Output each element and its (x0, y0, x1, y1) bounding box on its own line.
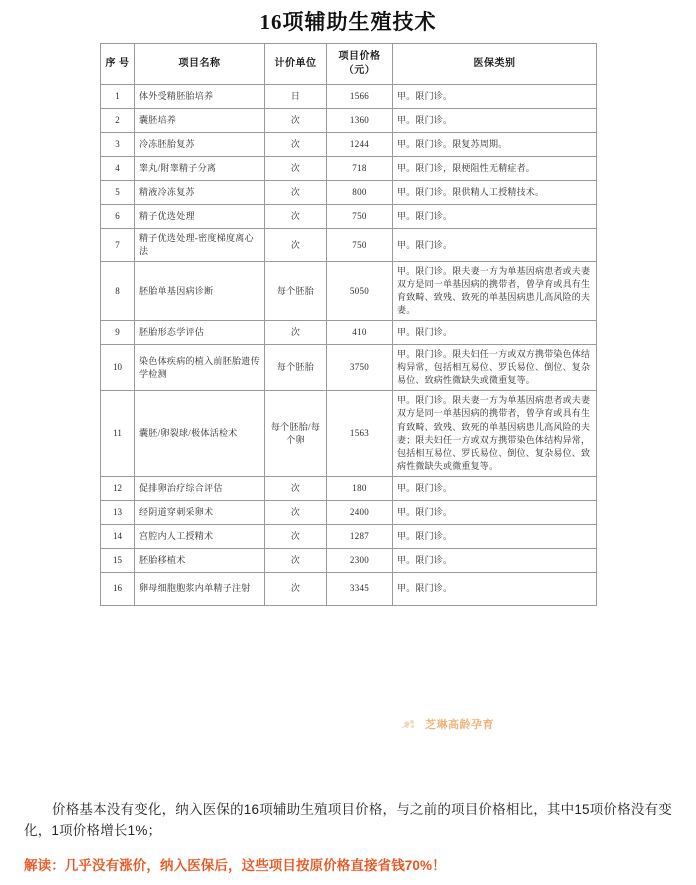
table-row (101, 205, 597, 229)
row-unit: 次 (265, 321, 327, 345)
row-index: 8 (101, 262, 135, 321)
row-item-name: 囊胚/卵裂球/极体活检术 (135, 391, 265, 476)
row-index: 1 (101, 85, 135, 109)
table-row (101, 262, 597, 321)
row-item-name: 精子优选处理-密度梯度离心法 (135, 229, 265, 262)
row-item-name: 冷冻胚胎复苏 (135, 133, 265, 157)
row-category: 甲。限门诊。限夫妻一方为单基因病患者或夫妻双方是同一单基因病的携带者，曾孕育或具有生育致畸、致残、致死的单基因病患儿高风险的夫妻；限夫妇任一方或双方携带染色体结构异常，包括相互易位、罗氏易位、倒位、复杂易位、致病性微缺失或微重复等。 (393, 391, 597, 476)
price-table-container (100, 43, 596, 606)
row-price: 2400 (327, 500, 393, 524)
row-unit: 次 (265, 157, 327, 181)
footer-paragraph: 价格基本没有变化，纳入医保的16项辅助生殖项目价格，与之前的项目价格相比，其中15项价格没有变化，1项价格增长1%； (24, 802, 672, 838)
row-category: 甲。限门诊。限夫妇任一方或双方携带染色体结构异常，包括相互易位、罗氏易位、倒位、复杂易位、致病性微缺失或微重复等。 (393, 345, 597, 391)
row-index: 5 (101, 181, 135, 205)
table-row (101, 524, 597, 548)
row-price: 3750 (327, 345, 393, 391)
table-header (101, 44, 597, 85)
row-category: 甲。限门诊。 (393, 524, 597, 548)
row-category: 甲。限门诊。 (393, 476, 597, 500)
row-price: 1566 (327, 85, 393, 109)
page-title: 16项辅助生殖技术 (259, 10, 437, 34)
row-category: 甲。限门诊。 (393, 205, 597, 229)
row-category: 甲。限门诊。 (393, 500, 597, 524)
row-item-name: 体外受精胚胎培养 (135, 85, 265, 109)
row-category: 甲。限门诊。限复苏周期。 (393, 133, 597, 157)
row-price: 3345 (327, 572, 393, 605)
footer-highlight-note: 解读：几乎没有涨价，纳入医保后，这些项目按原价格直接省钱70%！ (24, 857, 446, 873)
table-row (101, 133, 597, 157)
table-row (101, 85, 597, 109)
row-unit: 次 (265, 500, 327, 524)
row-index: 6 (101, 205, 135, 229)
column-header-unit: 计价单位 (265, 44, 327, 85)
row-price: 5050 (327, 262, 393, 321)
row-index: 10 (101, 345, 135, 391)
row-item-name: 宫腔内人工授精术 (135, 524, 265, 548)
column-header-category: 医保类别 (393, 44, 597, 85)
column-header-index (101, 44, 135, 85)
table-row (101, 391, 597, 476)
row-unit: 日 (265, 85, 327, 109)
row-item-name: 囊胚培养 (135, 109, 265, 133)
row-price: 410 (327, 321, 393, 345)
row-price: 1360 (327, 109, 393, 133)
table-row (101, 572, 597, 605)
row-price: 180 (327, 476, 393, 500)
table-row (101, 345, 597, 391)
row-item-name: 卵母细胞胞浆内单精子注射 (135, 572, 265, 605)
row-item-name: 睾丸/附睾精子分离 (135, 157, 265, 181)
row-unit: 次 (265, 476, 327, 500)
row-index: 15 (101, 548, 135, 572)
row-item-name: 染色体疾病的植入前胚胎遗传学检测 (135, 345, 265, 391)
row-unit: 次 (265, 548, 327, 572)
row-category: 甲。限门诊。 (393, 548, 597, 572)
row-index: 13 (101, 500, 135, 524)
row-price: 750 (327, 229, 393, 262)
row-price: 800 (327, 181, 393, 205)
table-row (101, 157, 597, 181)
row-index: 7 (101, 229, 135, 262)
column-header-price-line2: （元） (343, 65, 376, 76)
row-category: 甲。限门诊。 (393, 321, 597, 345)
row-index: 16 (101, 572, 135, 605)
table-body (101, 85, 597, 606)
assisted-reproduction-price-table (100, 43, 597, 606)
table-row (101, 548, 597, 572)
row-index: 4 (101, 157, 135, 181)
table-row (101, 476, 597, 500)
row-item-name: 胚胎形态学评估 (135, 321, 265, 345)
table-row (101, 321, 597, 345)
table-row (101, 229, 597, 262)
table-header-row (101, 44, 597, 85)
row-unit: 次 (265, 133, 327, 157)
row-unit: 每个胚胎 (265, 345, 327, 391)
column-header-price-line1: 项目价格 (338, 50, 381, 62)
column-header-index-line1: 序 号 (105, 57, 130, 69)
row-index: 3 (101, 133, 135, 157)
column-header-price (327, 44, 393, 85)
table-row (101, 181, 597, 205)
row-unit: 次 (265, 229, 327, 262)
row-index: 2 (101, 109, 135, 133)
column-header-name: 项目名称 (135, 44, 265, 85)
row-unit: 次 (265, 181, 327, 205)
row-price: 1563 (327, 391, 393, 476)
row-item-name: 胚胎移植术 (135, 548, 265, 572)
row-price: 750 (327, 205, 393, 229)
row-price: 2300 (327, 548, 393, 572)
row-index: 11 (101, 391, 135, 476)
row-item-name: 精液冷冻复苏 (135, 181, 265, 205)
row-category: 甲。限门诊。 (393, 229, 597, 262)
row-unit: 每个胚胎/每个卵 (265, 391, 327, 476)
row-item-name: 促排卵治疗综合评估 (135, 476, 265, 500)
row-unit: 次 (265, 572, 327, 605)
row-category: 甲。限门诊。限供精人工授精技术。 (393, 181, 597, 205)
row-category: 甲。限门诊，限梗阻性无精症者。 (393, 157, 597, 181)
row-item-name: 胚胎单基因病诊断 (135, 262, 265, 321)
row-unit: 次 (265, 205, 327, 229)
row-index: 14 (101, 524, 135, 548)
row-unit: 次 (265, 109, 327, 133)
row-price: 718 (327, 157, 393, 181)
row-price: 1244 (327, 133, 393, 157)
flower-icon (400, 716, 420, 732)
table-row (101, 500, 597, 524)
row-category: 甲。限门诊。 (393, 109, 597, 133)
row-category: 甲。限门诊。限夫妻一方为单基因病患者或夫妻双方是同一单基因病的携带者，曾孕育或具有生育致畸、致残、致死的单基因病患儿高风险的夫妻。 (393, 262, 597, 321)
watermark-label: 芝琳高龄孕育 (425, 719, 494, 731)
row-index: 9 (101, 321, 135, 345)
footer-notes (0, 800, 696, 877)
row-price: 1287 (327, 524, 393, 548)
row-unit: 次 (265, 524, 327, 548)
row-unit: 每个胚胎 (265, 262, 327, 321)
row-item-name: 经阴道穿刺采卵术 (135, 500, 265, 524)
row-category: 甲。限门诊。 (393, 572, 597, 605)
row-index: 12 (101, 476, 135, 500)
table-row (101, 109, 597, 133)
row-item-name: 精子优选处理 (135, 205, 265, 229)
row-category: 甲。限门诊。 (393, 85, 597, 109)
watermark (400, 716, 494, 732)
